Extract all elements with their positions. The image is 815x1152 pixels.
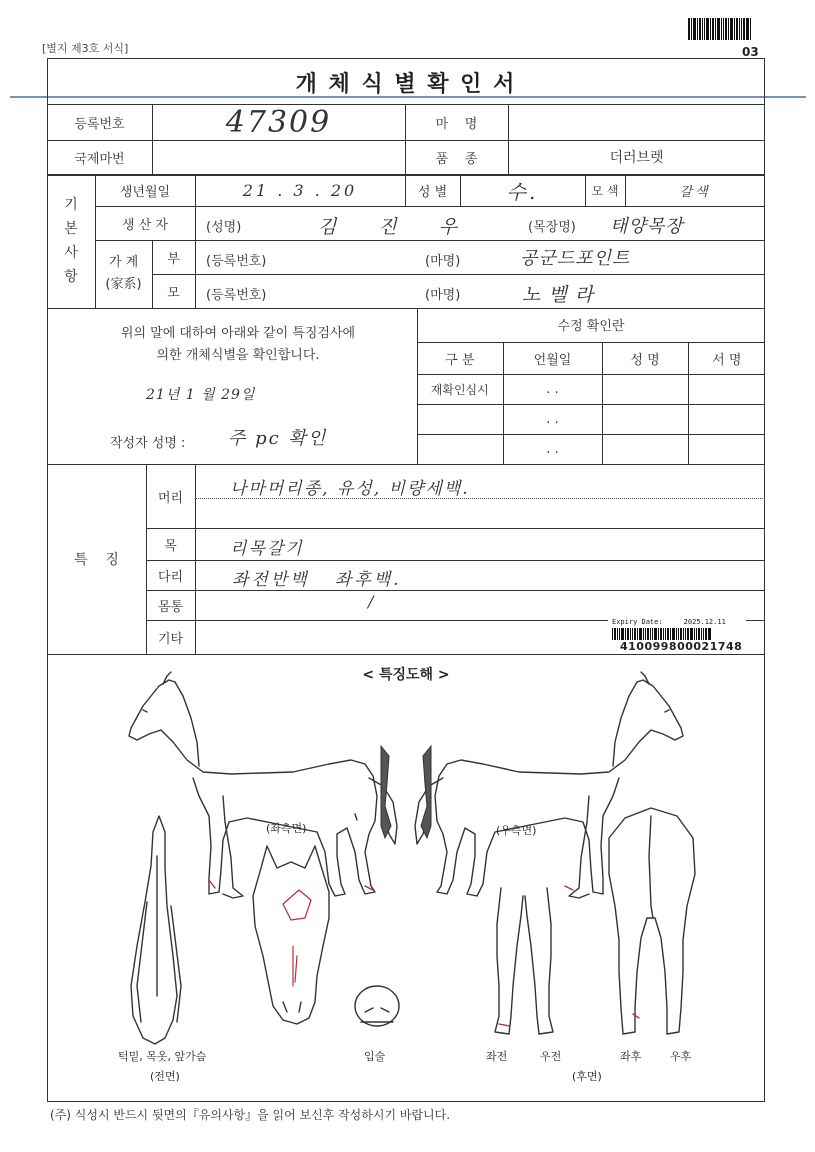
author-signature: 주 pc 확인 (228, 428, 328, 449)
page-code: 03 (742, 45, 759, 59)
intl-no-label: 국제마번 (74, 151, 125, 167)
expiry-date: Expiry Date: 2025.12.11 (612, 618, 726, 626)
front-label: (전면) (150, 1070, 180, 1083)
breed-label: 품 종 (435, 151, 478, 167)
other-label: 기타 (157, 631, 184, 647)
confirm-text-2: 의한 개체식별을 확인합니다. (156, 348, 320, 363)
rear-view-figure (609, 808, 695, 1034)
confirm-date: 21년 1 월 29일 (146, 387, 256, 403)
revision-date-2: . . (503, 404, 602, 434)
revision-header-name: 성 명 (602, 342, 688, 374)
breed-value: 더러브렛 (609, 150, 664, 166)
body-label: 몸통 (157, 599, 184, 615)
form-number: [별지 제3호 서식] (42, 42, 129, 55)
neck-label: 목 (164, 538, 177, 554)
sire-name-value: 공군드포인트 (520, 248, 631, 269)
front-head-figure (253, 846, 329, 1024)
muzzle-figure (355, 986, 399, 1026)
right-fore-label: 우전 (540, 1050, 562, 1063)
top-barcode (688, 18, 762, 40)
reg-no-label: 등록번호 (74, 116, 125, 132)
producer-name-value: 김 진 우 (318, 216, 476, 238)
left-hind-label: 좌후 (620, 1050, 642, 1063)
sticker-number: 410099800021748 (620, 640, 743, 653)
confirm-text-1: 위의 말에 대하여 아래와 같이 특징검사에 (120, 326, 356, 341)
right-tail (421, 746, 431, 838)
color-value: 갈색 (679, 184, 711, 200)
intl-no-value (152, 140, 405, 174)
feature-diagram (47, 656, 765, 1100)
sire-name-label: (마명) (425, 254, 461, 269)
revision-header-sign: 서 명 (688, 342, 765, 374)
footer-note: (주) 식성시 반드시 뒷면의『유의사항』을 읽어 보신후 작성하시기 바랍니다. (50, 1108, 451, 1122)
left-side-label: (좌측면) (266, 822, 307, 835)
dam-name-value: 노벨라 (522, 284, 602, 306)
front-chest-figure (131, 816, 181, 1044)
revision-header-type: 구 분 (417, 342, 503, 374)
revision-date-3: . . (503, 434, 602, 464)
horse-name-label: 마 명 (435, 116, 478, 132)
left-fore-label: 좌전 (486, 1050, 508, 1063)
right-side-horse-figure (415, 672, 683, 898)
producer-name-label: (성명) (206, 220, 242, 235)
revision-title: 수정 확인란 (417, 308, 765, 342)
sex-value: 수. (506, 179, 539, 204)
diagram-title: < 특징도해 > (362, 667, 450, 683)
front-caption: 턱밑, 목옷, 앞가슴 (118, 1050, 207, 1063)
left-side-horse-figure (129, 672, 397, 898)
head-value: 나마머리종, 유성, 비량세백. (230, 479, 470, 499)
color-label: 모 색 (591, 183, 619, 198)
pedigree-label: 가 계 (家系) (105, 255, 142, 292)
dam-name-label: (마명) (425, 288, 461, 303)
expiry-sticker (608, 616, 746, 654)
author-label: 작성자 성명 : (110, 436, 186, 451)
leg-label: 다리 (157, 569, 184, 585)
front-legs-figure (495, 888, 553, 1034)
sex-label: 성 별 (417, 184, 448, 200)
sire-label: 부 (167, 251, 180, 267)
body-value: / (368, 592, 377, 611)
birth-label: 생년월일 (119, 184, 171, 200)
sticker-barcode (612, 628, 742, 640)
farm-label: (목장명) (528, 220, 576, 235)
producer-label: 생 산 자 (122, 217, 168, 233)
farm-value: 태양목장 (610, 216, 684, 237)
left-tail (381, 746, 391, 838)
muzzle-caption: 입술 (364, 1050, 386, 1063)
birth-value: 21 . 3 . 20 (242, 180, 358, 200)
right-hind-label: 우후 (670, 1050, 692, 1063)
reg-no-value: 47309 (225, 104, 332, 140)
revision-header-date: 언월일 (503, 342, 602, 374)
features-section-label: 특 징 (74, 552, 119, 568)
revision-recheck-label: 재확인심시 (417, 374, 503, 404)
revision-table (417, 308, 765, 464)
horse-name-value (508, 104, 765, 140)
right-side-label: (우측면) (496, 824, 537, 837)
head-label: 머리 (157, 490, 184, 506)
leg-value: 좌전반백 좌후백. (232, 570, 402, 590)
basic-section-label: 기 본 사 항 (64, 197, 78, 285)
neck-value: 리목갈기 (230, 539, 304, 559)
dam-label: 모 (167, 285, 180, 301)
revision-date-1: . . (503, 374, 602, 404)
page-title: 개 체 식 별 확 인 서 (295, 71, 517, 97)
sire-reg-no-label: (등록번호) (206, 254, 267, 269)
rear-label: (후면) (572, 1070, 602, 1083)
dam-reg-no-label: (등록번호) (206, 288, 267, 303)
